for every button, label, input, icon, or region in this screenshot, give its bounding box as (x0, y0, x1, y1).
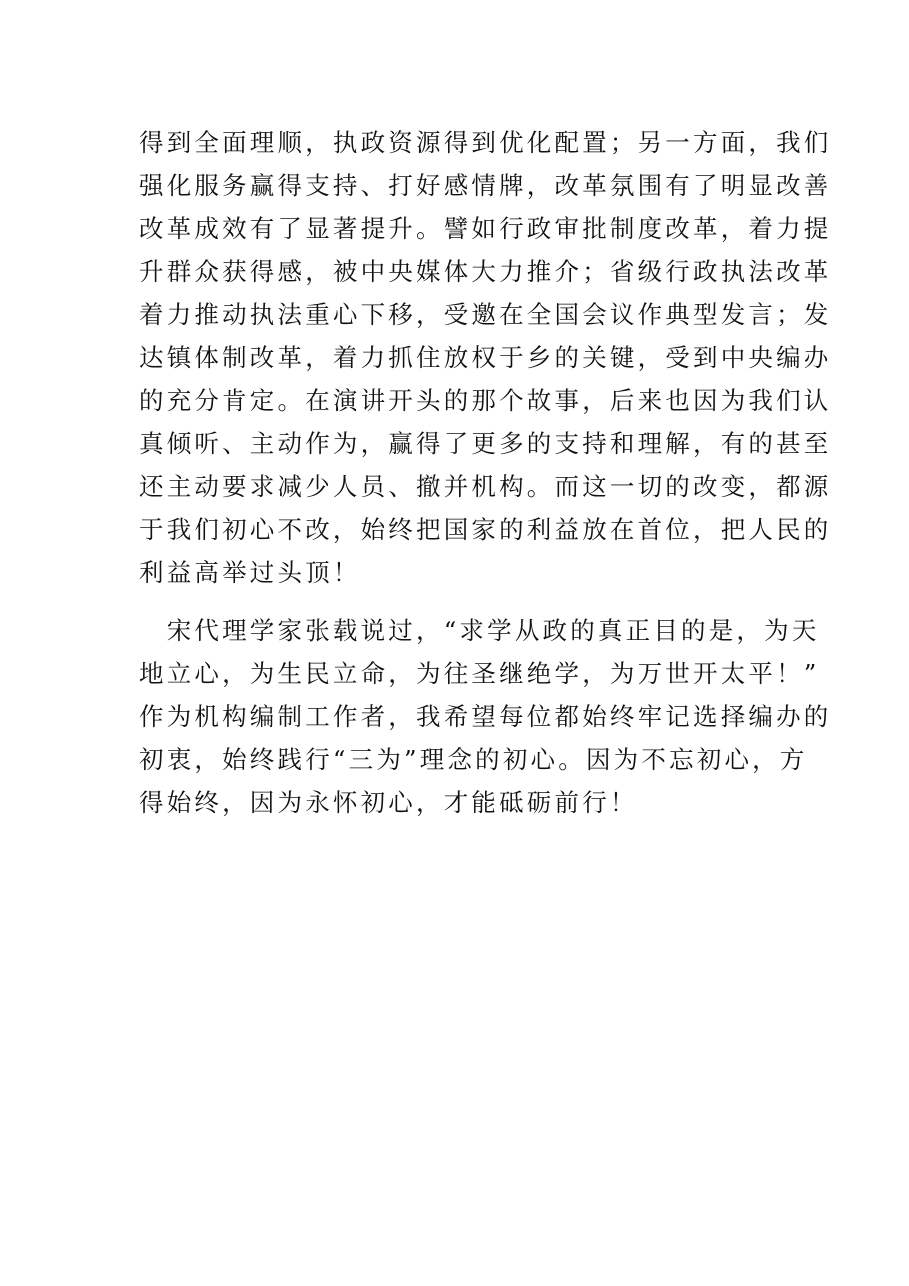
text-line: 得到全面理顺，执政资源得到优化配置；另一方面，我们 (139, 128, 832, 157)
text-line: 着力推动执法重心下移，受邀在全国会议作典型发言；发 (139, 300, 832, 329)
text-line: 还主动要求减少人员、撤并机构。而这一切的改变，都源 (139, 472, 832, 501)
paragraph-1 (139, 121, 832, 594)
text-line: 真倾听、主动作为，赢得了更多的支持和理解，有的甚至 (139, 429, 832, 458)
text-line: 达镇体制改革，着力抓住放权于乡的关键，受到中央编办 (139, 343, 832, 372)
text-line: 地立心，为生民立命，为往圣继绝学，为万世开太平！” (139, 659, 820, 688)
text-line: 作为机构编制工作者，我希望每位都始终牢记选择编办的 (139, 702, 832, 731)
text-line: 于我们初心不改，始终把国家的利益放在首位，把人民的 (139, 515, 832, 544)
text-line: 改革成效有了显著提升。譬如行政审批制度改革，着力提 (139, 214, 832, 243)
text-line: 初衷，始终践行“三为”理念的初心。因为不忘初心，方 (139, 745, 808, 774)
document-body (139, 121, 832, 824)
text-line: 强化服务赢得支持、打好感情牌，改革氛围有了明显改善 (139, 171, 832, 200)
text-line: 的充分肯定。在演讲开头的那个故事，后来也因为我们认 (139, 386, 832, 415)
text-line: 得始终，因为永怀初心，才能砥砺前行！ (139, 788, 638, 817)
text-line: 升群众获得感，被中央媒体大力推介；省级行政执法改革 (139, 257, 832, 286)
text-line: 宋代理学家张载说过，“求学从政的真正目的是，为天 (139, 616, 820, 645)
text-line: 利益高举过头顶！ (139, 558, 361, 587)
paragraph-2 (139, 609, 832, 824)
